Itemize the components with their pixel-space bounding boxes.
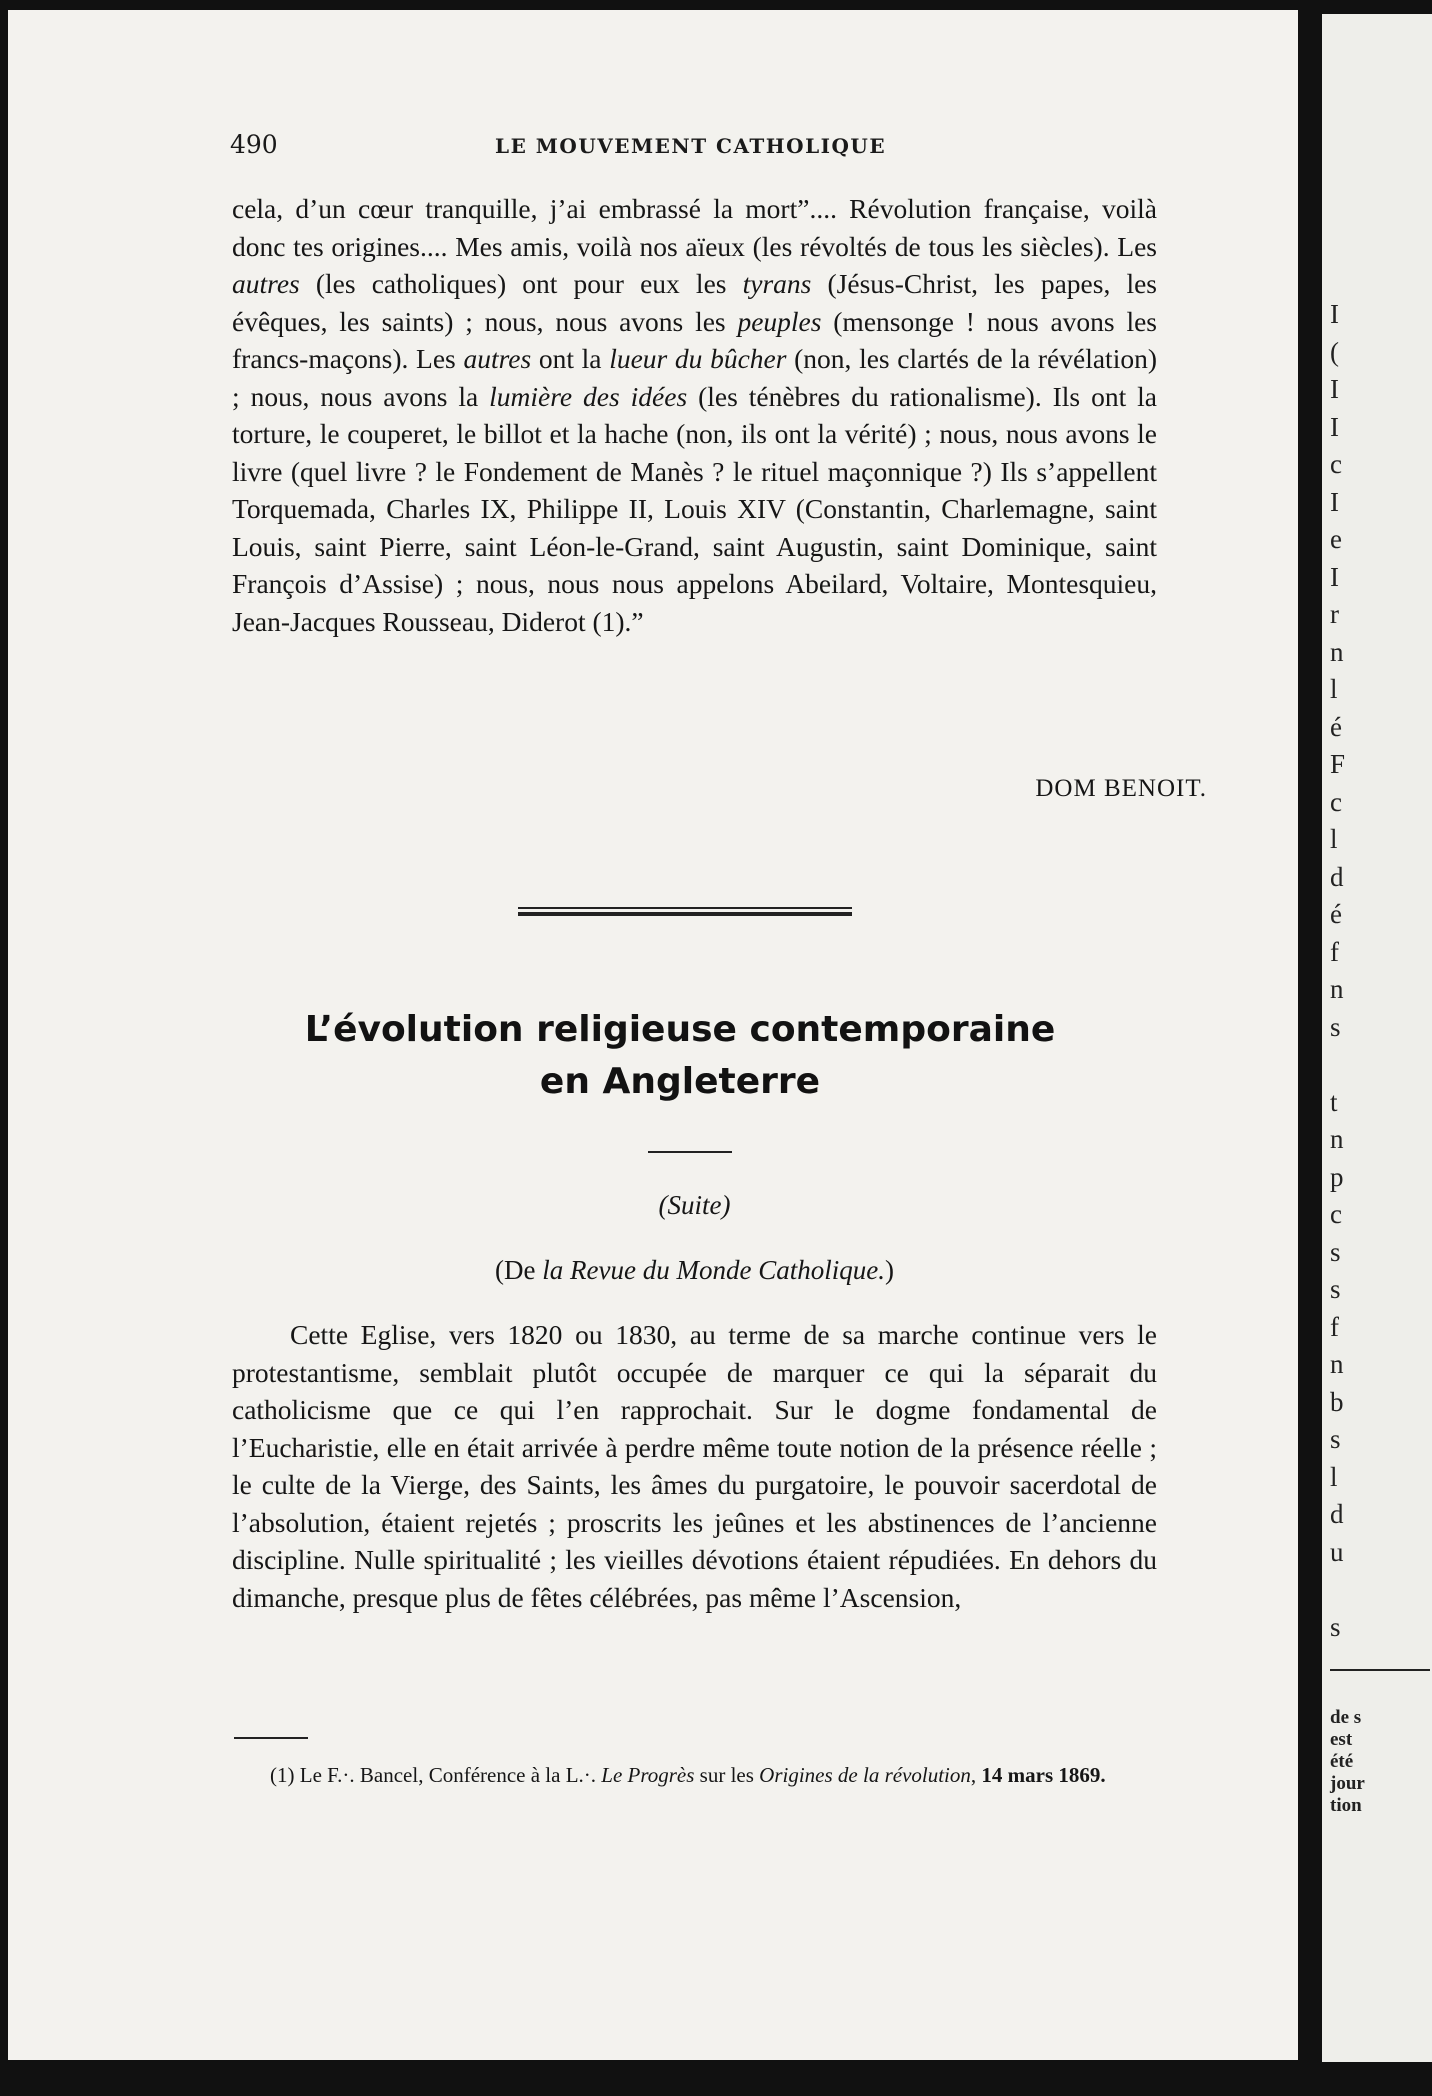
running-title: LE MOUVEMENT CATHOLIQUE — [495, 134, 887, 158]
page-number: 490 — [230, 130, 278, 159]
continued-quote-text — [232, 190, 1157, 640]
article-paragraph: Cette Eglise, vers 1820 ou 1830, au terme de sa marche continue vers le protestantisme, semblait plutôt occupée de marquer ce qui la séparait du catholicisme que ce qui l’en rapprochait. Sur le dogme fondamental de l’Eucharistie, elle en était arrivée à perdre même toute notion de la présence réelle ; le culte de la Vierge, des Saints, les âmes du purgatoire, le pouvoir sacerdotal de l’absolution, étaient rejetés ; proscrits les jeûnes et les abstinences de l’ancienne discipline. Nulle spiritualité ; les vieilles dévotions étaient répudiées. En dehors du dimanche, presque plus de fêtes célébrées, pas même l’Ascension, — [232, 1319, 1157, 1613]
article-title-line-1: L’évolution religieuse contemporaine — [304, 1009, 1056, 1050]
title-rule — [648, 1151, 732, 1153]
adjacent-page-footnote-fragments: de s est été jour tion — [1330, 1707, 1365, 1816]
article-source: (De la Revue du Monde Catholique.) — [495, 1255, 894, 1285]
suite-label: (Suite) — [658, 1190, 731, 1220]
author-signature: DOM BENOIT. — [1035, 775, 1207, 802]
continued-quote-paragraph: cela, d’un cœur tranquille, j’ai embrassé la mort”.... Révolution française, voilà donc tes origines.... Mes amis, voilà nos aïeux (les révoltés de tous les siècles). Les autres (les catholiques) ont pour eux les tyrans (Jésus-Christ, les papes, les évêques, les saints) ; nous, nous avons les peuples (mensonge ! nous avons les francs-maçons). Les autres ont la lueur du bûcher (non, les clartés de la révélation) ; nous, nous avons la lumière des idées (les ténèbres du rationalisme). Ils ont la torture, le couperet, le billot et la hache (non, ils ont la vérité) ; nous, nous avons le livre (quel livre ? le Fondement de Manès ? le rituel maçonnique ?) Ils s’appellent Torquemada, Charles IX, Philippe II, Louis XIV (Constantin, Charlemagne, saint Louis, saint Pierre, saint Léon-le-Grand, saint Augustin, saint Dominique, saint François d’Assise) ; nous, nous nous appelons Abeilard, Voltaire, Montesquieu, Jean-Jacques Rousseau, Diderot (1).” — [232, 193, 1158, 637]
footnote-text: Le F.·. Bancel, Conférence à la L.·. Le Progrès sur les Origines de la révolution, 14 mars 1869. — [299, 1763, 1106, 1787]
footnote — [234, 1762, 1156, 1788]
adjacent-page-edge — [1322, 14, 1432, 2062]
footnote-rule — [234, 1737, 308, 1739]
footnote-number: (1) — [270, 1763, 295, 1787]
article-title-line-2: en Angleterre — [539, 1061, 821, 1102]
page-header — [222, 130, 1162, 166]
section-separator-rule — [518, 907, 852, 916]
article-body — [232, 1316, 1157, 1616]
article-title — [200, 1004, 1160, 1108]
adjacent-page-footnote-rule — [1330, 1669, 1430, 1671]
adjacent-page-text-fragments: I ( I I c I e I r n l é F c l d é f n s t n p c s s f n b s l d u s — [1330, 299, 1346, 1642]
